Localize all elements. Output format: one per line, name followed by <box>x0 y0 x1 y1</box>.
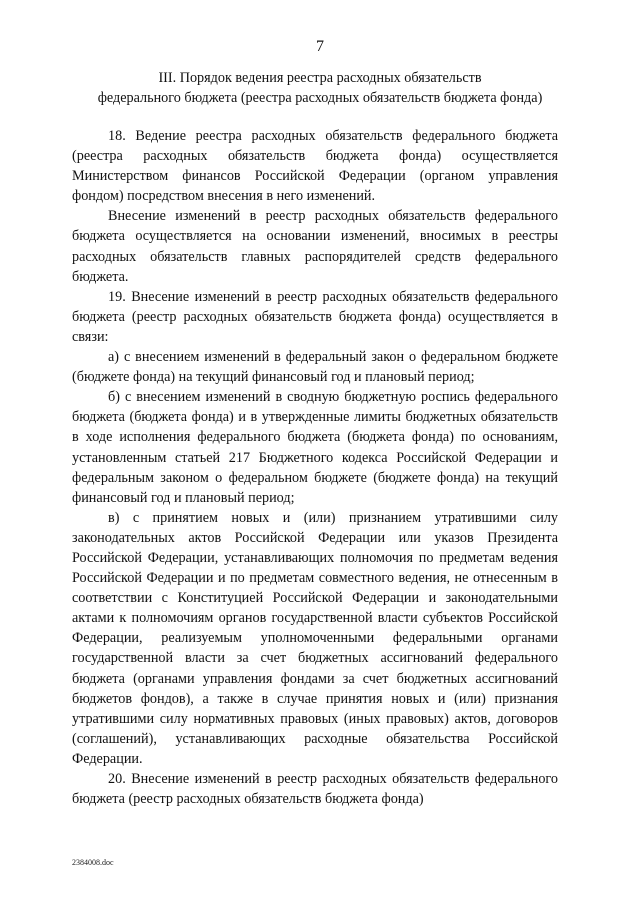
list-item-b: б) с внесением изменений в сводную бюджетную роспись федерального бюджета (бюджета фонда) и в утвержденные лимиты бюджетных обязательств в ходе исполнения федерального бюджета (бюджета фонда) по основаниям, установленным статьей 217 Бюджетного кодекса Российской Федерации и федеральным законом о федеральном бюджете (бюджете фонда) на текущий финансовый год и плановый период; <box>72 389 558 506</box>
paragraph-19: 19. Внесение изменений в реестр расходных обязательств федерального бюджета (реестр расходных обязательств бюджета фонда) осуществляется в связи: <box>72 288 558 345</box>
section-heading <box>60 69 580 108</box>
document-body <box>72 126 558 809</box>
paragraph-18-continued: Внесение изменений в реестр расходных обязательств федерального бюджета осуществляется на основании изменений, вносимых в реестры расходных обязательств главных распорядителей средств федерального бюджета. <box>72 208 558 285</box>
list-item-v: в) с принятием новых и (или) признанием утратившими силу законодательных актов Российской Федерации или указов Президента Российской Федерации, устанавливающих полномочия по предметам ведения Российской Федерации и по предметам совместного ведения, не отнесенным в соответствии с Конституцией Российской Федерации и законодательными актами к полномочиям органов государственной власти субъектов Российской Федерации, реализуемым уполномоченными федеральными органами государственной власти за счет бюджетных ассигнований федерального бюджета (органами управления фондами за счет бюджетных ассигнований бюджетов фондов), а также в случае принятия новых и (или) признания утратившими силу нормативных правовых (иных правовых) актов, договоров (соглашений), устанавливающих расходные обязательства Российской Федерации. <box>72 509 558 767</box>
page-number: 7 <box>316 38 324 55</box>
paragraph-20: 20. Внесение изменений в реестр расходных обязательств федерального бюджета (реестр расходных обязательств бюджета фонда) <box>72 771 558 808</box>
section-heading-line-2: федерального бюджета (реестра расходных обязательств бюджета фонда) <box>97 89 543 106</box>
file-name-footer: 2384008.doc <box>72 858 114 867</box>
list-item-a: а) с внесением изменений в федеральный закон о федеральном бюджете (бюджете фонда) на текущий финансовый год и плановый период; <box>72 349 558 386</box>
paragraph-18: 18. Ведение реестра расходных обязательств федерального бюджета (реестра расходных обязательств бюджета фонда) осуществляется Министерством финансов Российской Федерации (органом управления фондом) посредством внесения в него изменений. <box>72 128 558 205</box>
section-heading-line-1: III. Порядок ведения реестра расходных обязательств <box>158 70 482 86</box>
